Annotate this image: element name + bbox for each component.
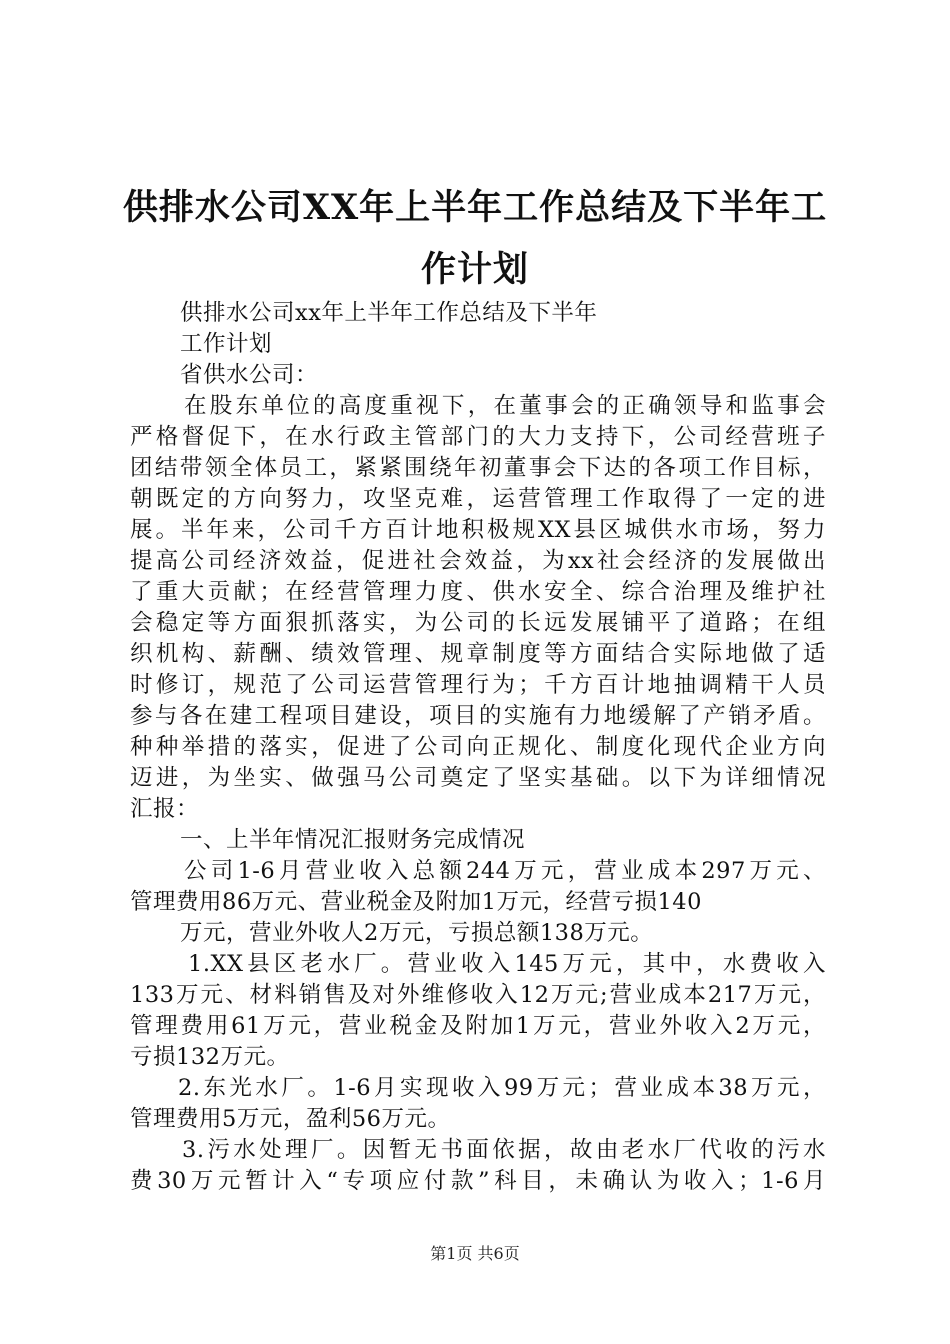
text-line: 提高公司经济效益，促进社会效益，为xx社会经济的发展做出 (130, 548, 826, 574)
text-line: 种种举措的落实，促进了公司向正规化、制度化现代企业方向 (130, 734, 826, 760)
text-line: 参与各在建工程项目建设，项目的实施有力地缓解了产销矛盾。 (130, 703, 826, 729)
text-line: 朝既定的方向努力，攻坚克难，运营管理工作取得了一定的进 (130, 486, 826, 512)
text-line: 展。半年来，公司千方百计地积极规XX县区城供水市场，努力 (130, 517, 826, 543)
text-line: 费30万元暂计入“专项应付款”科目，未确认为收入；1-6月 (130, 1168, 826, 1194)
text-line: 管理费用61万元，营业税金及附加1万元，营业外收入2万元， (130, 1013, 826, 1039)
text-line: 工作计划 (180, 331, 273, 357)
text-line: 省供水公司： (180, 362, 319, 388)
text-line: 万元，营业外收人2万元，亏损总额138万元。 (180, 920, 654, 946)
text-line: 织机构、薪酬、绩效管理、规章制度等方面结合实际地做了适 (130, 641, 826, 667)
text-line: 团结带领全体员工，紧紧围绕年初董事会下达的各项工作目标， (130, 455, 826, 481)
text-line: 严格督促下，在水行政主管部门的大力支持下，公司经营班子 (130, 424, 826, 450)
text-line: 了重大贡献；在经营管理力度、供水安全、综合治理及维护社 (130, 579, 826, 605)
section-heading: 一、上半年情况汇报财务完成情况 (180, 827, 526, 853)
text-line: 公司1-6月营业收入总额244万元，营业成本297万元、 (184, 858, 826, 884)
document-title-line-2: 作计划 (420, 249, 529, 290)
text-line: 汇报： (130, 796, 200, 822)
document-body (130, 298, 826, 1197)
text-line: 3.污水处理厂。因暂无书面依据，故由老水厂代收的污水 (182, 1137, 826, 1163)
text-line: 133万元、材料销售及对外维修收入12万元;营业成本217万元， (130, 982, 826, 1008)
text-line: 管理费用5万元，盈利56万元。 (130, 1106, 451, 1132)
text-line: 时修订，规范了公司运营管理行为；千方百计地抽调精干人员 (130, 672, 826, 698)
text-line: 会稳定等方面狠抓落实，为公司的长远发展铺平了道路；在组 (130, 610, 826, 636)
text-line: 1.XX县区老水厂。营业收入145万元，其中，水费收入 (188, 951, 826, 977)
text-line: 2.东光水厂。1-6月实现收入99万元；营业成本38万元， (178, 1075, 826, 1101)
text-line: 亏损132万元。 (130, 1044, 290, 1070)
text-line: 迈进，为坐实、做强马公司奠定了坚实基础。以下为详细情况 (130, 765, 826, 791)
page-footer: 第1页 共6页 (430, 1244, 520, 1263)
text-line: 在股东单位的高度重视下，在董事会的正确领导和监事会 (184, 393, 826, 419)
text-line: 供排水公司xx年上半年工作总结及下半年 (180, 300, 598, 326)
text-line: 管理费用86万元、营业税金及附加1万元，经营亏损140 (130, 889, 702, 915)
document-title-line-1: 供排水公司XX年上半年工作总结及下半年工 (122, 187, 828, 228)
